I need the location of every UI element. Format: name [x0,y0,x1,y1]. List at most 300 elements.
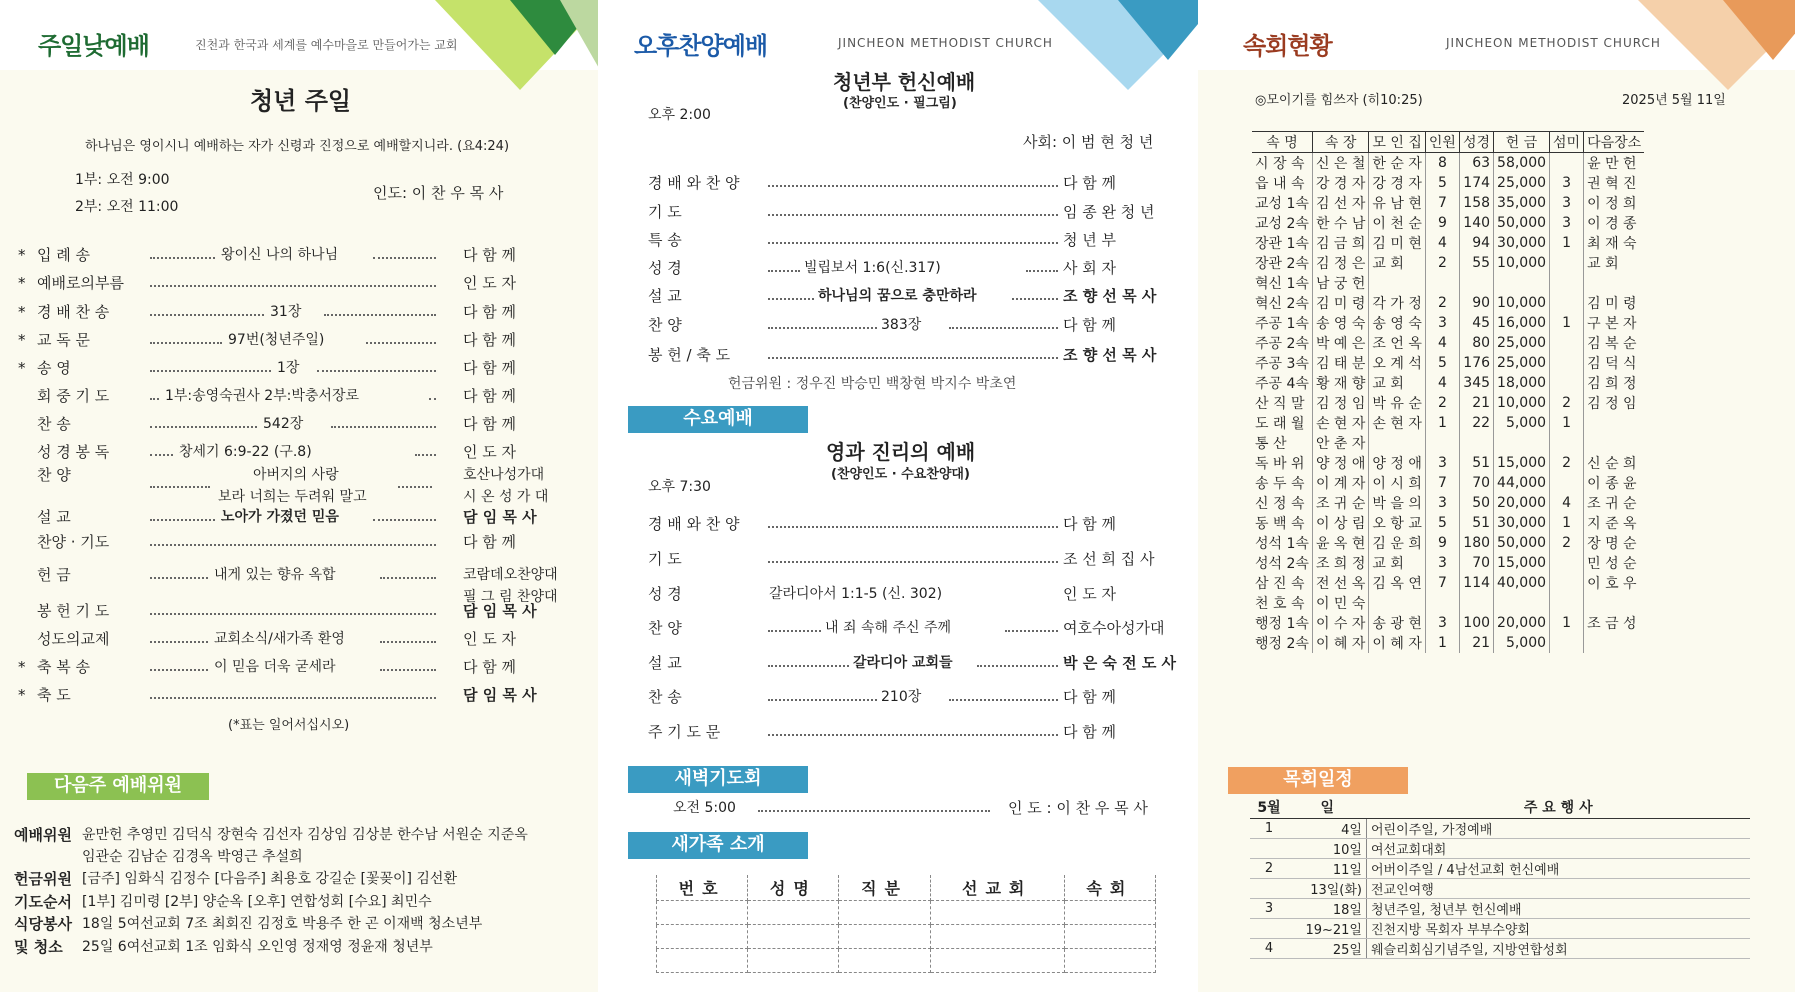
table-cell: 동 백 속 [1255,516,1305,532]
offering-committee: 헌금위원 : 정우진 박승민 백창현 박지수 박초연 [728,376,1017,392]
table-header [1250,796,1750,819]
item-name: 찬 양 [648,619,682,637]
item-content: 아버지의 사랑 [253,467,339,483]
column-header: 섬미 [1550,132,1584,153]
table-row [657,925,1156,949]
table-cell: 행정 1속 [1255,616,1309,632]
table-cell: 3 [1425,313,1459,333]
table-row [1252,293,1644,313]
header-decoration [1118,0,1198,60]
item-name: 교 독 문 [37,331,91,349]
table-cell: 안 춘 자 [1312,433,1368,453]
table-cell: 교 회 [1369,553,1425,573]
table-cell: 박 예 은 [1312,333,1368,353]
table-cell: 44,000 [1494,473,1550,493]
table-cell: 100 [1459,613,1493,633]
table-row [1252,493,1644,513]
committee-names: 윤만헌 추영민 김덕식 장현숙 김선자 김상임 김상분 한수남 서원순 지준옥 [82,827,528,843]
table-cell [1494,433,1550,453]
leader-dots [150,454,173,456]
table-cell [1425,433,1459,453]
leader-dots [150,398,159,400]
item-leader: 청 년 부 [1063,231,1117,249]
table-cell: 13일(화) [1288,879,1367,899]
table-row [1250,859,1750,879]
table-cell: 3 [1425,553,1459,573]
table-cell: 성석 1속 [1255,536,1309,552]
table-row [1252,213,1644,233]
leader-dots [150,370,271,372]
table-cell: 산 직 말 [1255,396,1305,412]
item-name: 찬 양 [648,316,682,334]
new-family-bar: 새가족 소개 [628,832,808,859]
table-cell: 3 [1550,213,1584,233]
item-leader: 담 임 목 사 [463,686,537,704]
table-cell: 남 궁 헌 [1312,273,1368,293]
table-cell: 16,000 [1494,313,1550,333]
item-name: 기 도 [648,203,682,221]
table-cell: 이 시 희 [1369,473,1425,493]
table-cell: 5 [1425,173,1459,193]
table-cell: 20,000 [1494,493,1550,513]
dawn-leader: 인 도 : 이 찬 우 목 사 [1008,799,1148,817]
table-cell: 교성 2속 [1255,216,1309,232]
service-time-2: 2부: 오전 11:00 [75,199,179,215]
table-row [1250,879,1750,899]
leader-dots [768,630,821,632]
table-cell: 이 상 림 [1312,513,1368,533]
item-content: 1장 [277,360,300,376]
table-cell: 이 종 윤 [1584,473,1645,493]
leader-dots [768,734,1058,736]
table-row [1252,413,1644,433]
table-cell: 4 [1425,233,1459,253]
table-cell: 진천지방 목회자 부부수양회 [1367,919,1751,939]
table-cell: 한 수 남 [1312,213,1368,233]
leader-dots [1005,630,1058,632]
item-leader: 다 함 께 [1063,515,1117,533]
leader-dots [768,665,849,667]
sunday-service-panel [0,0,598,992]
cell-group-panel [1198,0,1795,992]
item-leader: 조 향 선 목 사 [1063,346,1157,364]
column-header: 인원 [1425,132,1459,153]
table-cell: 송 영 숙 [1312,313,1368,333]
stand-marker: * [18,359,26,377]
leader-dots [768,270,800,272]
item-leader: 여호수아성가대 [1063,619,1165,637]
table-cell: 김 태 분 [1312,353,1368,373]
table-cell: 양 정 애 [1312,453,1368,473]
table-cell: 3 [1425,453,1459,473]
table-row [1252,193,1644,213]
table-cell: 58,000 [1494,153,1550,174]
item-content: 창세기 6:9-22 (구.8) [179,444,312,460]
item-name: 찬 송 [37,415,71,433]
table-cell: 천 호 속 [1255,596,1305,612]
item-leader: 다 함 께 [463,331,517,349]
table-cell: 황 재 향 [1312,373,1368,393]
leader-dots [380,577,436,579]
leader-dots [380,641,436,643]
stand-marker: * [18,686,26,704]
table-cell: 10일 [1288,839,1367,859]
table-cell: 손 현 자 [1312,413,1368,433]
item-name: 찬 양 [37,466,71,484]
item-name: 송 영 [37,359,71,377]
item-name: 예배로의부름 [37,274,124,292]
table-cell: 9 [1425,533,1459,553]
table-cell: 19~21일 [1288,919,1367,939]
service-host: 사회: 이 범 현 청 년 [1023,133,1154,151]
item-content: 내 죄 속해 주신 주께 [825,620,951,636]
table-cell: 성석 2속 [1255,556,1309,572]
table-cell: 각 가 정 [1369,293,1425,313]
table-cell: 2 [1425,253,1459,273]
leader-dots [768,242,1058,244]
column-header: 5월 [1250,796,1288,819]
table-cell [1550,573,1584,593]
table-cell: 2 [1550,533,1584,553]
item-content: 노아가 가졌던 믿음 [221,509,339,525]
table-cell [1250,879,1288,899]
table-cell: 7 [1425,473,1459,493]
table-cell: 140 [1459,213,1493,233]
table-cell: 30,000 [1494,513,1550,533]
standing-note: (*표는 일어서십시오) [228,718,350,733]
table-cell: 김 미 령 [1312,293,1368,313]
table-cell [1550,253,1584,273]
table-row [1250,919,1750,939]
column-header: 다음장소 [1584,132,1645,153]
table-cell [1550,293,1584,313]
column-header: 모 인 집 [1369,132,1425,153]
item-name: 찬 송 [648,688,682,706]
leader-dots [429,398,436,400]
table-cell: 김 덕 식 [1584,353,1645,373]
item-content: 31장 [270,304,302,320]
table-cell: 18,000 [1494,373,1550,393]
table-cell: 장관 2속 [1255,256,1309,272]
item-leader: 다 함 께 [1063,723,1117,741]
table-row [1252,353,1644,373]
table-cell [1550,433,1584,453]
table-cell: 조 귀 순 [1584,493,1645,513]
item-leader: 담 임 목 사 [463,602,537,620]
table-cell: 25일 [1288,939,1367,959]
table-cell: 2 [1250,859,1288,879]
leader-dots [768,327,877,329]
column-header: 일 [1288,796,1367,819]
item-leader: 인 도 자 [463,274,517,292]
table-cell: 여선교회대회 [1367,839,1751,859]
committee-label: 예배위원 [14,826,72,844]
table-cell: 1 [1250,819,1288,839]
table-cell: 교성 1속 [1255,196,1309,212]
committee-names: [1부] 김미령 [2부] 양순옥 [오후] 연합성회 [수요] 최민수 [82,894,432,910]
item-leader: 다 함 께 [463,303,517,321]
leader-dots [331,426,436,428]
item-content: 왕이신 나의 하나님 [221,247,339,263]
committee-names: 25일 6여선교회 1조 임화식 오인영 정재영 정윤재 청년부 [82,939,433,955]
table-cell: 25,000 [1494,173,1550,193]
item-leader: 다 함 께 [1063,688,1117,706]
table-cell: 30,000 [1494,233,1550,253]
table-row [1252,553,1644,573]
item-name: 성도의교제 [37,630,110,648]
table-cell: 1 [1550,413,1584,433]
table-cell: 도 래 월 [1255,416,1305,432]
item-name: 설 교 [37,508,71,526]
table-cell: 51 [1459,513,1493,533]
item-name: 헌 금 [37,566,71,584]
table-cell: 김 미 현 [1369,233,1425,253]
committee-label: 기도순서 [14,893,72,911]
table-cell: 청년주일, 청년부 헌신예배 [1367,899,1751,919]
page-title: 속회현황 [1243,32,1332,60]
table-cell: 조 귀 순 [1312,493,1368,513]
leader-dots [415,454,436,456]
table-row [1252,473,1644,493]
item-name: 축 도 [37,686,71,704]
table-cell: 25,000 [1494,353,1550,373]
table-cell [1550,553,1584,573]
table-cell: 11일 [1288,859,1367,879]
header-decoration [1723,0,1795,60]
leader-dots [150,613,436,615]
table-cell: 한 순 자 [1369,153,1425,174]
item-leader: 임 종 완 청 년 [1063,203,1155,221]
leader-dots [398,486,432,488]
table-cell: 김 옥 연 [1369,573,1425,593]
item-leader: 인 도 자 [463,443,517,461]
table-cell: 2 [1550,453,1584,473]
table-header [657,875,1156,901]
table-cell: 송 광 현 [1369,613,1425,633]
table-cell: 50,000 [1494,533,1550,553]
item-name: 봉 헌 기 도 [37,602,110,620]
table-cell: 교 회 [1369,253,1425,273]
afternoon-service-panel [598,0,1198,992]
table-row [657,901,1156,925]
item-leader: 박 은 숙 전 도 사 [1063,654,1177,672]
table-cell: 신 은 철 [1312,153,1368,174]
item-leader: 코람데오찬양대 [463,567,558,583]
table-cell [1550,273,1584,293]
table-cell: 신 순 희 [1584,453,1645,473]
table-cell: 55 [1459,253,1493,273]
table-cell: 15,000 [1494,453,1550,473]
table-cell: 구 본 자 [1584,313,1645,333]
table-cell: 김 복 순 [1584,333,1645,353]
table-cell: 4 [1250,939,1288,959]
table-cell: 1 [1550,613,1584,633]
table-cell: 22 [1459,413,1493,433]
table-cell: 158 [1459,193,1493,213]
table-cell: 94 [1459,233,1493,253]
table-cell: 2 [1425,393,1459,413]
table-cell: 3 [1425,613,1459,633]
table-row [1252,453,1644,473]
stand-marker: * [18,274,26,292]
table-row [1252,613,1644,633]
item-name: 축 복 송 [37,658,91,676]
leader-dots [324,314,436,316]
table-cell [1550,633,1584,653]
column-header: 주 요 행 사 [1367,796,1751,819]
table-cell: 행정 2속 [1255,636,1309,652]
stand-marker: * [18,331,26,349]
table-cell [1584,633,1645,653]
leader-dots [949,699,1058,701]
next-week-bar: 다음주 예배위원 [27,773,209,800]
table-cell [1369,273,1425,293]
table-cell: 김 정 은 [1312,253,1368,273]
motto: ◎모이기를 힘쓰자 (히10:25) [1255,93,1423,108]
table-row [1252,273,1644,293]
item-leader: 조 향 선 목 사 [1063,287,1157,305]
table-cell: 유 남 현 [1369,193,1425,213]
leader-dots [1012,298,1058,300]
wednesday-subtitle: (찬양인도 · 수요찬양대) [831,467,970,482]
table-cell: 박 유 순 [1369,393,1425,413]
item-leader: 담 임 목 사 [463,508,537,526]
table-row [1250,819,1750,839]
table-cell: 통 산 [1255,436,1287,452]
table-cell: 15,000 [1494,553,1550,573]
item-content: 내게 있는 향유 옥합 [214,567,336,583]
column-header: 성경 [1459,132,1493,153]
item-name: 성 경 [648,259,682,277]
table-cell [1369,593,1425,613]
item-leader: 인 도 자 [1063,585,1117,603]
table-cell: 주공 2속 [1255,336,1309,352]
table-cell [1584,433,1645,453]
table-cell: 3 [1550,173,1584,193]
table-cell: 김 정 임 [1584,393,1645,413]
leader-dots [150,486,210,488]
leader-dots [150,544,436,546]
table-cell: 4 [1425,333,1459,353]
table-cell: 이 계 자 [1312,473,1368,493]
table-row [1250,839,1750,859]
table-cell [1584,273,1645,293]
table-cell: 혁신 1속 [1255,276,1309,292]
bible-verse: 하나님은 영이시니 예배하는 자가 신령과 진정으로 예배할지니라. (요4:24) [85,139,510,154]
cell-group-table [1252,131,1644,653]
table-cell: 김 미 령 [1584,293,1645,313]
stand-marker: * [18,658,26,676]
table-cell: 1 [1550,513,1584,533]
table-cell: 이 민 숙 [1312,593,1368,613]
header-decoration [560,0,598,70]
leader-dots [768,526,1058,528]
committee-label: 및 청소 [14,938,63,956]
item-name: 기 도 [648,550,682,568]
table-cell: 이 정 희 [1584,193,1645,213]
table-cell: 1 [1550,313,1584,333]
table-cell: 주공 3속 [1255,356,1309,372]
table-cell: 90 [1459,293,1493,313]
table-cell [1250,919,1288,939]
leader-dots [150,426,257,428]
table-row [1252,233,1644,253]
table-cell [1550,353,1584,373]
table-cell [1494,273,1550,293]
table-cell: 전 선 옥 [1312,573,1368,593]
new-family-table [656,875,1156,973]
table-cell: 4일 [1288,819,1367,839]
table-cell: 이 천 순 [1369,213,1425,233]
item-name: 입 례 송 [37,246,91,264]
table-cell: 63 [1459,153,1493,174]
table-row [1252,173,1644,193]
column-header: 직분 [839,875,930,901]
item-content: 교회소식/새가족 환영 [214,631,345,647]
church-motto: 진천과 한국과 세계를 예수마을로 만들어가는 교회 [195,38,458,52]
item-leader: 다 함 께 [463,533,517,551]
item-leader: 호산나성가대 [463,467,545,483]
table-row [1252,373,1644,393]
table-cell: 이 수 자 [1312,613,1368,633]
leader-dots [150,519,215,521]
table-cell: 이 혜 자 [1312,633,1368,653]
table-row [1252,333,1644,353]
table-cell: 주공 1속 [1255,316,1309,332]
leader-dots [768,357,1058,359]
table-row [1252,253,1644,273]
leader-dots [373,519,436,521]
item-content: 이 믿음 더욱 굳세라 [214,659,336,675]
table-cell: 강 경 자 [1369,173,1425,193]
table-cell: 40,000 [1494,573,1550,593]
table-cell: 174 [1459,173,1493,193]
item-content: 보라 너희는 두려워 말고 [218,489,367,505]
item-name: 특 송 [648,231,682,249]
table-cell: 전교인여행 [1367,879,1751,899]
table-cell: 10,000 [1494,253,1550,273]
leader-dots [317,370,436,372]
table-cell: 이 호 우 [1584,573,1645,593]
table-cell [1459,433,1493,453]
leader-dots [949,327,1058,329]
table-cell: 교 회 [1584,253,1645,273]
item-content: 210장 [881,689,922,705]
wednesday-time: 오후 7:30 [648,479,711,495]
table-cell: 114 [1459,573,1493,593]
table-header [1252,132,1644,153]
table-cell: 권 혁 진 [1584,173,1645,193]
committee-label: 식당봉사 [14,915,72,933]
service-time: 오후 2:00 [648,107,711,123]
table-cell: 20,000 [1494,613,1550,633]
table-cell: 송 영 숙 [1369,313,1425,333]
table-cell: 4 [1425,373,1459,393]
item-name: 설 교 [648,287,682,305]
item-leader: 필 그 림 찬양대 [463,589,558,605]
item-content: 갈라디아 교회들 [853,655,953,671]
table-row [1252,593,1644,613]
table-cell: 조 희 정 [1312,553,1368,573]
item-leader: 시 온 성 가 대 [463,489,549,505]
table-cell: 교 회 [1369,373,1425,393]
column-header: 성명 [748,875,839,901]
table-cell: 5 [1425,513,1459,533]
table-cell: 2 [1425,293,1459,313]
leader-dots [366,342,436,344]
table-cell: 5,000 [1494,413,1550,433]
table-cell: 10,000 [1494,393,1550,413]
